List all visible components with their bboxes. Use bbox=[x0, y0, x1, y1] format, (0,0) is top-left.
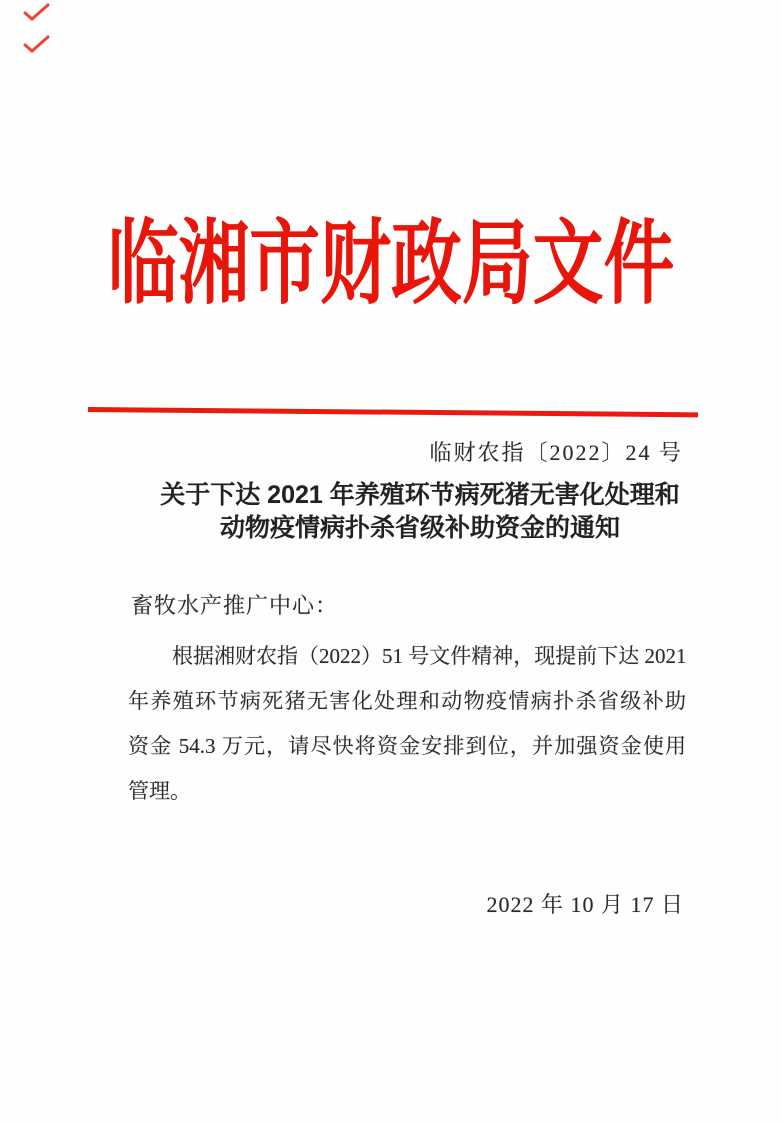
paragraph-line-1: 根据湘财农指（2022）51 号文件精神，现提前下达 2021 bbox=[172, 644, 687, 668]
document-title-line1: 关于下达 2021 年养殖环节病死猪无害化处理和 bbox=[160, 481, 680, 509]
document-title bbox=[140, 479, 700, 545]
body-paragraph bbox=[128, 634, 686, 814]
paragraph-line-2: 年养殖环节病死猪无害化处理和动物疫情病扑杀省级补助 bbox=[128, 689, 686, 713]
red-tick-scan-marks-icon bbox=[22, 2, 62, 62]
letterhead-issuer-title: 临湘市财政局文件 bbox=[107, 213, 675, 315]
document-date: 2022 年 10 月 17 日 bbox=[486, 892, 684, 917]
paragraph-line-4: 管理。 bbox=[128, 779, 191, 803]
document-number: 临财农指〔2022〕24 号 bbox=[429, 440, 683, 465]
red-divider-line bbox=[88, 407, 698, 417]
document-title-line2: 动物疫情病扑杀省级补助资金的通知 bbox=[219, 514, 620, 542]
addressee-line: 畜牧水产推广中心： bbox=[131, 593, 339, 618]
paragraph-line-3: 资金 54.3 万元，请尽快将资金安排到位，并加强资金使用 bbox=[128, 734, 686, 758]
